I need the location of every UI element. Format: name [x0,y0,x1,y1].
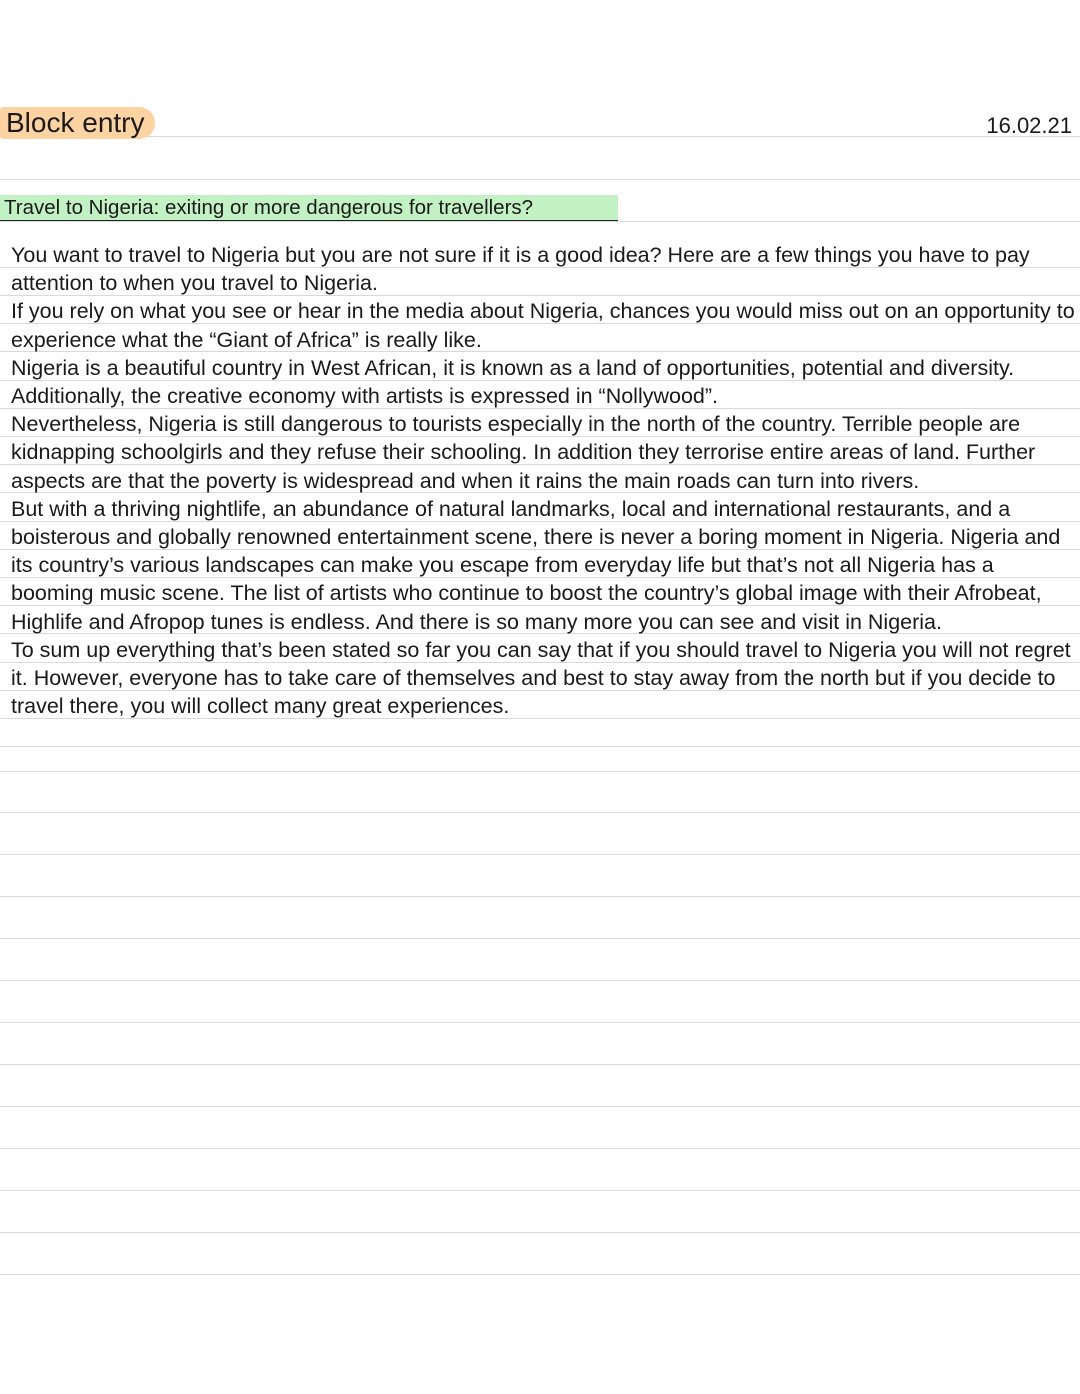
paragraph: Nigeria is a beautiful country in West African, it is known as a land of opportunities, potential and diversity. Additionally, the creative economy with artists is expressed in “Nollywood”. [11,355,1015,409]
rule-line [0,938,1080,939]
rule-line [0,1148,1080,1149]
article-subtitle: Travel to Nigeria: exiting or more dangerous for travellers? [0,195,618,221]
rule-line [0,179,1080,180]
paragraph: Nevertheless, Nigeria is still dangerous to tourists especially in the north of the country. Terrible people are kidnapping schoolgirls and they refuse their schooling. In addition they terrorise entire areas of land. Further aspects are that the poverty is widespread and when it rains the main roads can turn into rivers. [11,412,1036,493]
rule-line [0,746,1080,747]
rule-line [0,854,1080,855]
entry-date: 16.02.21 [986,113,1072,138]
rule-line [0,896,1080,897]
rule-line [0,812,1080,813]
page-title: Block entry [0,107,155,139]
rule-line [0,771,1080,772]
rule-line [0,1064,1080,1065]
rule-line [0,1022,1080,1023]
paragraph: You want to travel to Nigeria but you are not sure if it is a good idea? Here are a few things you have to pay attention to when you travel to Nigeria. [11,243,1030,296]
rule-line [0,1232,1080,1233]
paragraph: To sum up everything that’s been stated so far you can say that if you should travel to Nigeria you will not regret it. However, everyone has to take care of themselves and best to stay away from the north but if you decide to travel there, you will collect many great experiences. [11,637,1071,719]
rule-line [0,221,1080,222]
paragraph: But with a thriving nightlife, an abundance of natural landmarks, local and international restaurants, and a boisterous and globally renowned entertainment scene, there is never a boring moment in Nigeria. Nigeria and its country’s various landscapes can make you escape from everyday life but that’s not all Nigeria has a booming music scene. The list of artists who continue to boost the country’s global image with their Afrobeat, Highlife and Afropop tunes is endless. And there is so many more you can see and visit in Nigeria. [11,496,1061,634]
rule-line [0,136,1080,137]
article-body [11,241,1077,720]
paragraph: If you rely on what you see or hear in the media about Nigeria, chances you would miss out on an opportunity to experience what the “Giant of Africa” is really like. [11,299,1075,352]
rule-line [0,1106,1080,1107]
rule-line [0,980,1080,981]
rule-line [0,1190,1080,1191]
rule-line [0,1274,1080,1275]
